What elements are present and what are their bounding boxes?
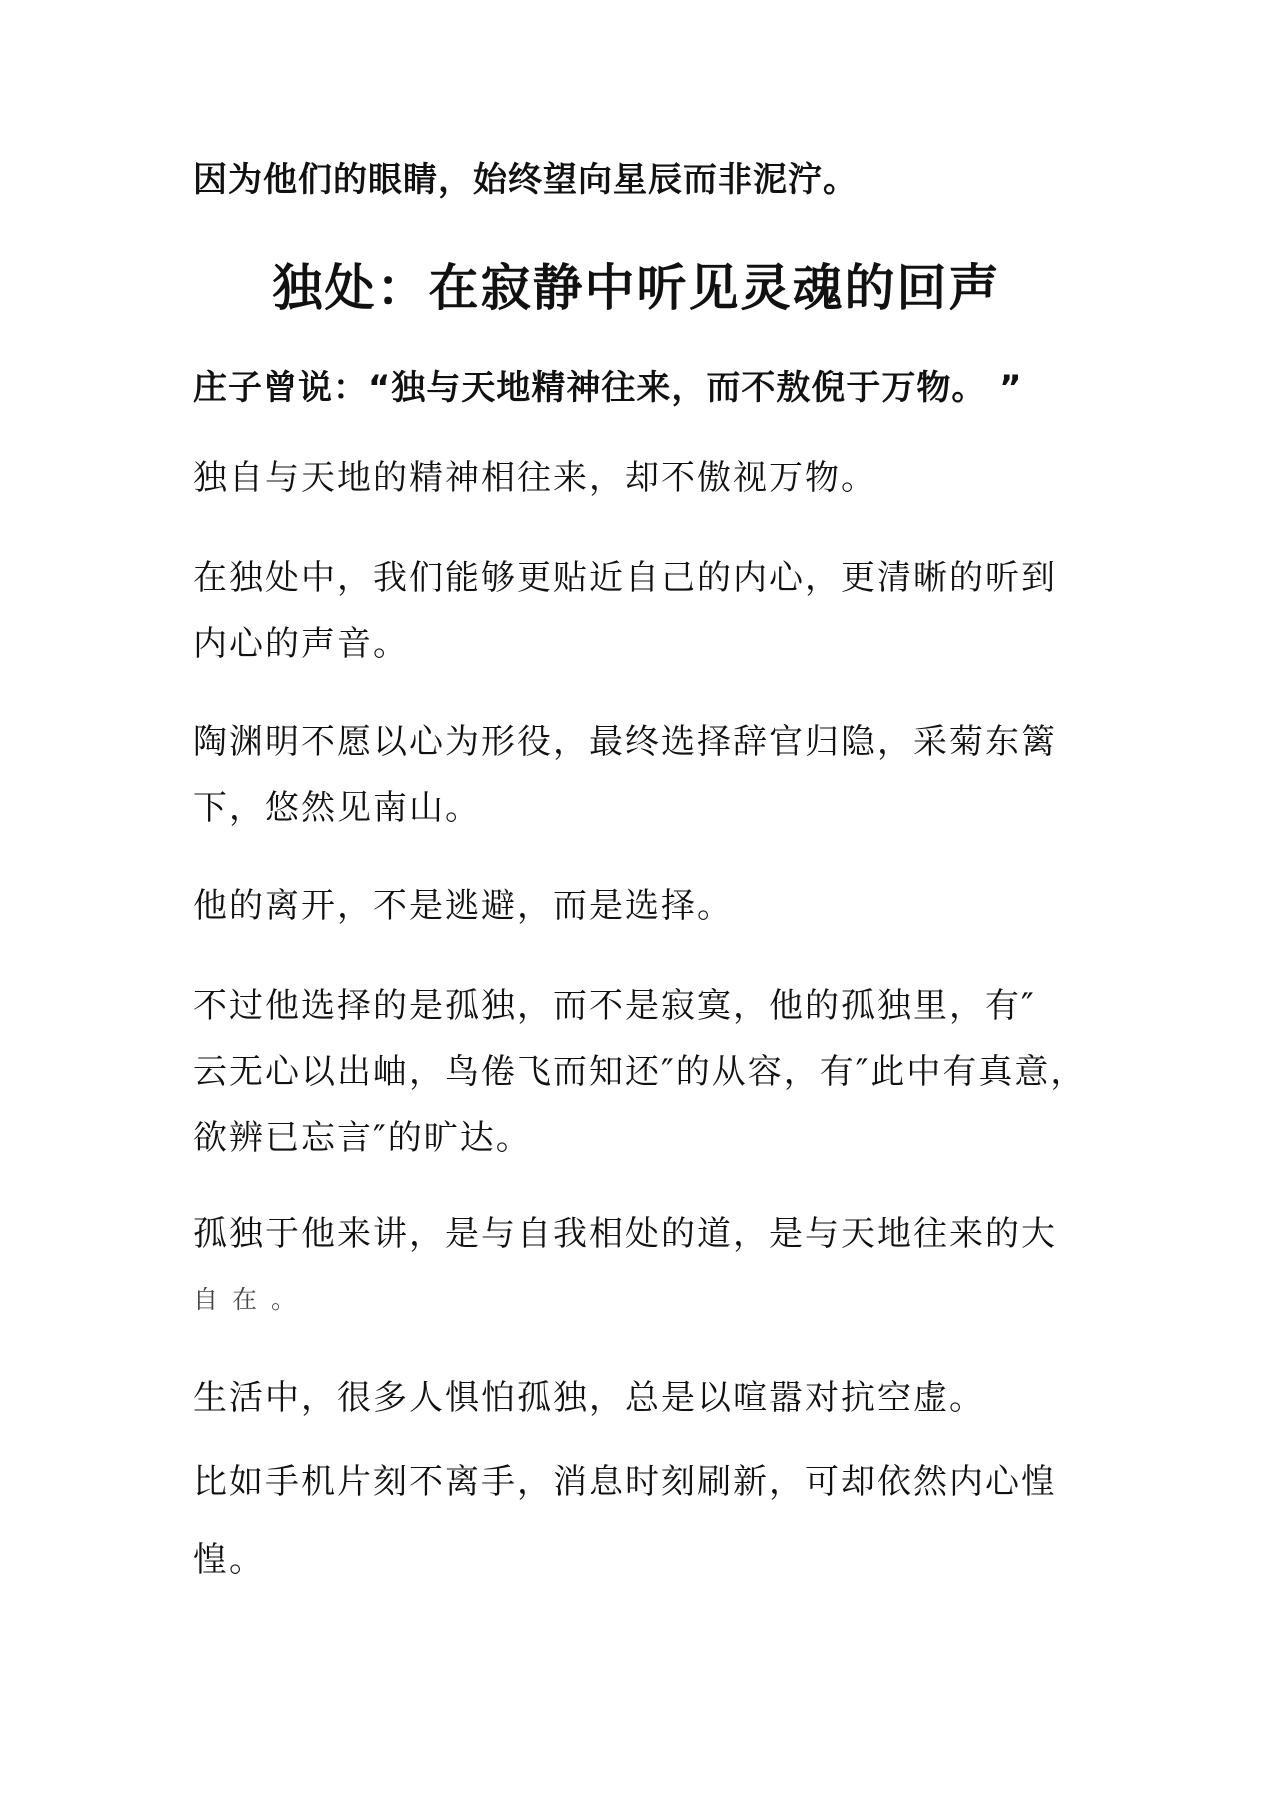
paragraph-line: 下，悠然见南山。 [193, 788, 481, 828]
intro-line: 因为他们的眼睛，始终望向星辰而非泥泞。 [193, 160, 858, 200]
paragraph-line: 惶。 [193, 1540, 265, 1580]
paragraph-line: 生活中，很多人惧怕孤独，总是以喧嚣对抗空虚。 [193, 1378, 985, 1418]
section-heading: 独处：在寂静中听见灵魂的回声 [272, 259, 1001, 317]
paragraph-line: 云无心以出岫，鸟倦飞而知还″的从容，有″此中有真意， [193, 1052, 1087, 1092]
paragraph-line: 自在。 [193, 1285, 311, 1314]
paragraph-line: 欲辨已忘言″的旷达。 [193, 1118, 532, 1158]
paragraph-line: 陶渊明不愿以心为形役，最终选择辞官归隐，采菊东篱 [193, 722, 1057, 762]
paragraph-line: 他的离开，不是逃避，而是选择。 [193, 886, 733, 926]
paragraph-line: 不过他选择的是孤独，而不是寂寞，他的孤独里，有″ [193, 986, 1036, 1026]
quote-line: 庄子曾说：“独与天地精神往来，而不敖倪于万物。 ” [193, 368, 1023, 408]
paragraph-line: 内心的声音。 [193, 624, 409, 664]
paragraph-line: 独自与天地的精神相往来，却不傲视万物。 [193, 458, 877, 498]
paragraph-line: 在独处中，我们能够更贴近自己的内心，更清晰的听到 [193, 558, 1057, 598]
paragraph-line: 孤独于他来讲，是与自我相处的道，是与天地往来的大 [193, 1214, 1057, 1254]
paragraph-line: 比如手机片刻不离手，消息时刻刷新，可却依然内心惶 [193, 1462, 1057, 1502]
